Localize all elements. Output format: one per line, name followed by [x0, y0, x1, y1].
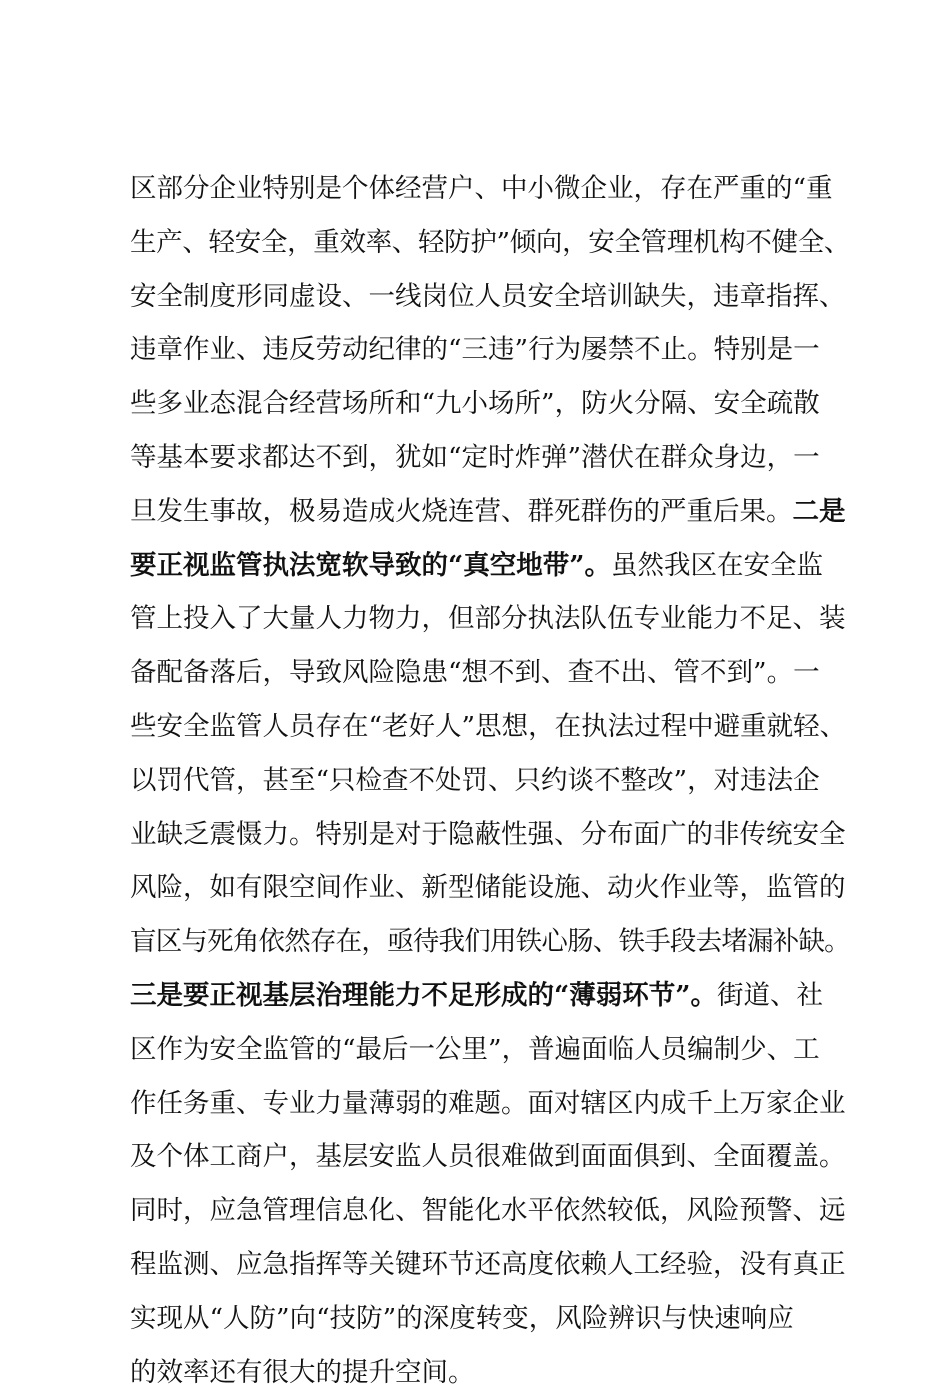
text-run: 备配备落后，导致风险隐患“想不到、查不出、管不到”。一 [130, 657, 820, 689]
text-line [130, 1077, 850, 1131]
bold-text-run: 三是要正视基层治理能力不足形成的“薄弱环节”。 [130, 979, 717, 1011]
text-run: 业缺乏震慑力。特别是对于隐蔽性强、分布面广的非传统安全 [130, 818, 846, 850]
text-line [130, 431, 850, 485]
text-line [130, 216, 850, 270]
text-line [130, 592, 850, 646]
text-run: 以罚代管，甚至“只检查不处罚、只约谈不整改”，对违法企 [130, 764, 820, 796]
text-run: 程监测、应急指挥等关键环节还高度依赖人工经验，没有真正 [130, 1248, 846, 1280]
text-line [130, 162, 850, 216]
text-line [130, 646, 850, 700]
text-run: 些安全监管人员存在“老好人”思想，在执法过程中避重就轻、 [130, 710, 847, 742]
text-run: 区作为安全监管的“最后一公里”，普遍面临人员编制少、工 [130, 1033, 820, 1065]
text-line [130, 1292, 850, 1346]
text-run: 作任务重、专业力量薄弱的难题。面对辖区内成千上万家企业 [130, 1087, 846, 1119]
body-paragraph [130, 162, 850, 1399]
text-run: 管上投入了大量人力物力，但部分执法队伍专业能力不足、装 [130, 603, 846, 635]
text-run: 虽然我区在安全监 [611, 549, 823, 581]
text-line [130, 861, 850, 915]
bold-text-run: 二是 [792, 495, 846, 527]
text-line [130, 1238, 850, 1292]
text-run: 风险，如有限空间作业、新型储能设施、动火作业等，监管的 [130, 872, 846, 904]
text-line [130, 1130, 850, 1184]
text-line [130, 270, 850, 324]
text-run: 实现从“人防”向“技防”的深度转变，风险辨识与快速响应 [130, 1302, 794, 1334]
text-run: 等基本要求都达不到，犹如“定时炸弹”潜伏在群众身边，一 [130, 441, 820, 473]
text-run: 街道、社 [717, 979, 823, 1011]
text-line [130, 808, 850, 862]
text-run: 些多业态混合经营场所和“九小场所”，防火分隔、安全疏散 [130, 388, 820, 420]
text-line [130, 323, 850, 377]
text-line [130, 1184, 850, 1238]
text-line [130, 700, 850, 754]
text-run: 及个体工商户，基层安监人员很难做到面面俱到、全面覆盖。 [130, 1141, 846, 1173]
text-line [130, 485, 850, 539]
text-line [130, 377, 850, 431]
text-run: 的效率还有很大的提升空间。 [130, 1356, 475, 1388]
text-line [130, 915, 850, 969]
text-line [130, 969, 850, 1023]
text-run: 盲区与死角依然存在，亟待我们用铁心肠、铁手段去堵漏补缺。 [130, 926, 850, 958]
text-line [130, 1023, 850, 1077]
text-run: 旦发生事故，极易造成火烧连营、群死群伤的严重后果。 [130, 495, 793, 527]
text-line [130, 539, 850, 593]
text-run: 区部分企业特别是个体经营户、中小微企业，存在严重的“重 [130, 173, 833, 204]
text-run: 安全制度形同虚设、一线岗位人员安全培训缺失，违章指挥、 [130, 280, 846, 312]
text-run: 生产、轻安全，重效率、轻防护”倾向，安全管理机构不健全、 [130, 226, 851, 258]
text-run: 同时，应急管理信息化、智能化水平依然较低，风险预警、远 [130, 1195, 846, 1227]
text-line [130, 754, 850, 808]
bold-text-run: 要正视监管执法宽软导致的“真空地带”。 [130, 549, 611, 581]
text-run: 违章作业、违反劳动纪律的“三违”行为屡禁不止。特别是一 [130, 334, 820, 366]
text-line [130, 1346, 850, 1399]
